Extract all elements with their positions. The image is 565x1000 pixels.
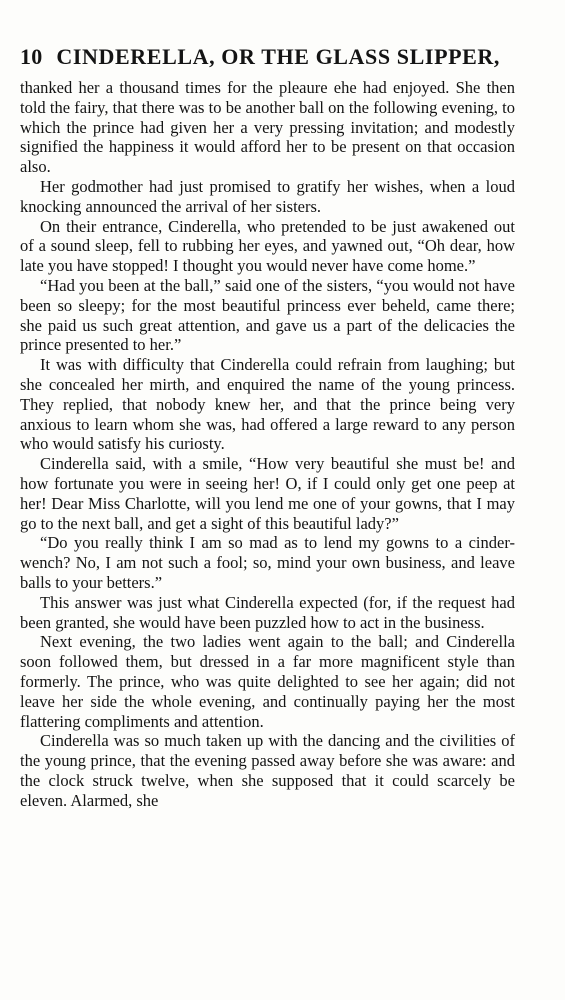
paragraph: This answer was just what Cinderella expected (for, if the request had been granted, she would have been puzzled how to act in the business.: [20, 592, 515, 632]
paragraph: Next evening, the two ladies went again to the ball; and Cinderella soon followed them, but dressed in a far more magnificent style than formerly. The prince, who was quite delighted to see her again; did not leave her side the whole evening, and continually paying her the most flattering compliments and attention.: [20, 632, 515, 731]
paragraph: “Do you really think I am so mad as to lend my gowns to a cinder-wench? No, I am not such a fool; so, mind your own business, and leave balls to your betters.”: [20, 533, 515, 592]
paragraph: Cinderella was so much taken up with the dancing and the civilities of the young prince, that the evening passed away before she was aware: and the clock struck twelve, when she supposed that it could scarcely be eleven. Alarmed, she: [20, 731, 515, 810]
page-header: [20, 44, 520, 72]
page-number: 10: [20, 44, 43, 69]
paragraph: Cinderella said, with a smile, “How very beautiful she must be! and how fortunate you were in seeing her! O, if I could only get one peep at her! Dear Miss Charlotte, will you lend me one of your gowns, that I may go to the next ball, and get a sight of this beautiful lady?”: [20, 454, 515, 533]
paragraph: Her godmother had just promised to gratify her wishes, when a loud knocking announced the arrival of her sisters.: [20, 176, 515, 216]
paragraph: thanked her a thousand times for the pleaure ehe had enjoyed. She then told the fairy, that there was to be another ball on the following evening, to which the prince had given her a very pressing invitation; and modestly signified the happiness it would afford her to be present on that occasion also.: [20, 78, 515, 177]
paragraph: On their entrance, Cinderella, who pretended to be just awakened out of a sound sleep, fell to rubbing her eyes, and yawned out, “Oh dear, how late you have stopped! I thought you would never have come home.”: [20, 216, 515, 276]
paragraph: “Had you been at the ball,” said one of the sisters, “you would not have been so sleepy; for the most beautiful princess ever beheld, came there; she paid us such great attention, and gave us a part of the delicacies the prince presented to her.”: [20, 275, 515, 355]
paragraph: It was with difficulty that Cinderella could refrain from laughing; but she concealed her mirth, and enquired the name of the young princess. They replied, that nobody knew her, and that the prince being very anxious to learn whom she was, had offered a large reward to any person who would satisfy his curiosty.: [20, 355, 515, 454]
running-title: CINDERELLA, OR THE GLASS SLIPPER,: [56, 44, 501, 69]
body-text: [20, 78, 515, 810]
